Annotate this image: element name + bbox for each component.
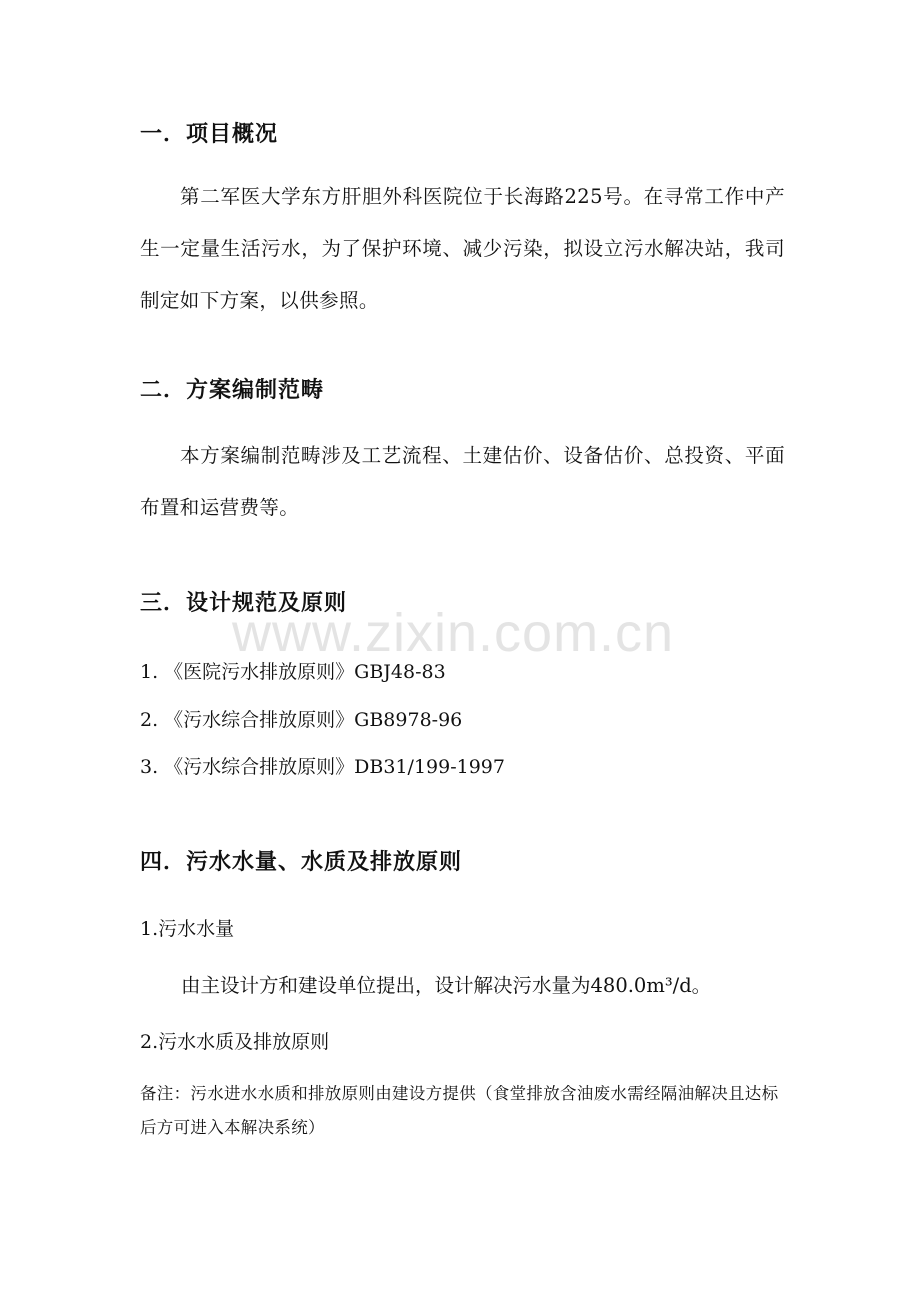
scope-paragraph: 本方案编制范畴涉及工艺流程、土建估价、设备估价、总投资、平面布置和运营费等。 [140, 444, 785, 519]
section-heading-overview: 一．项目概况 [140, 122, 279, 147]
section-heading-scope: 二．方案编制范畴 [140, 378, 325, 403]
overview-paragraph: 第二军医大学东方肝胆外科医院位于长海路225号。在寻常工作中产生一定量生活污水，为了保护环境、减少污染，拟设立污水解决站，我司制定如下方案，以供参照。 [140, 185, 785, 312]
section-heading-water: 四．污水水量、水质及排放原则 [140, 850, 463, 875]
subheading-water-quality: 2.污水水质及排放原则 [140, 1031, 330, 1053]
note-paragraph: 备注：污水进水水质和排放原则由建设方提供（食堂排放含油废水需经隔油解决且达标后方可进入本解决系统） [140, 1084, 779, 1137]
watermark: www.zixin.com.cn [232, 603, 675, 663]
water-volume-text: 由主设计方和建设单位提出，设计解决污水量为480.0m³/d。 [181, 974, 712, 997]
standard-item: 1. 《医院污水排放原则》GBJ48-83 [140, 661, 446, 683]
section-heading-standards: 三．设计规范及原则 [140, 591, 348, 616]
standard-item: 3. 《污水综合排放原则》DB31/199-1997 [140, 756, 505, 778]
subheading-water-volume: 1.污水水量 [140, 918, 235, 940]
standard-item: 2. 《污水综合排放原则》GB8978-96 [140, 709, 463, 731]
